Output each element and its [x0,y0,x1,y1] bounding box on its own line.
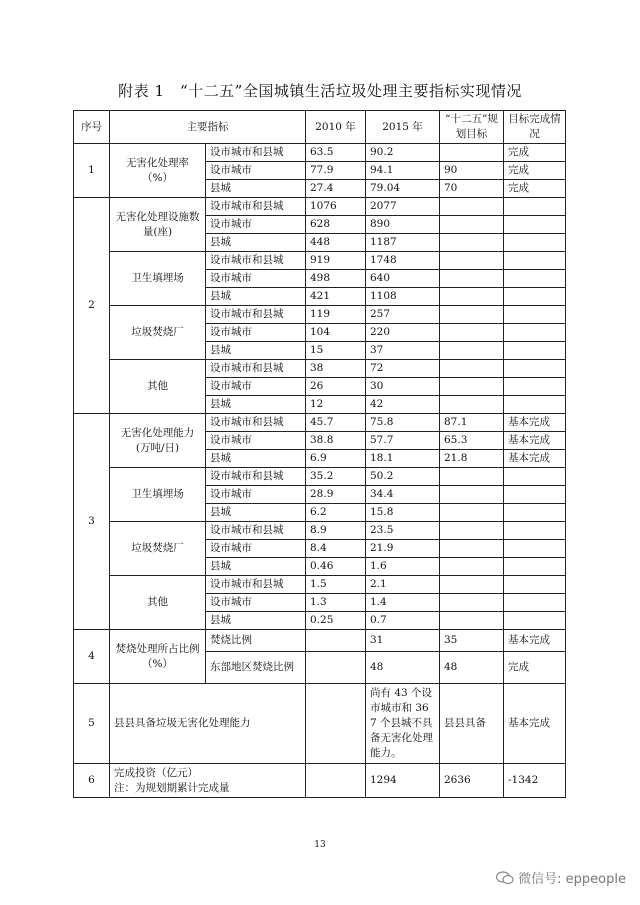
indicator-label: 其他 [110,360,206,414]
watermark-text: 微信号: eppeople [518,872,626,887]
value-2015: 1108 [366,288,440,306]
table-row [74,252,566,270]
value-2015: 21.9 [366,540,440,558]
header-row [74,111,566,144]
header-seq: 序号 [74,111,110,144]
target-value [440,522,504,540]
status-value [504,504,566,522]
status-value [504,252,566,270]
value-2015: 0.7 [366,612,440,630]
value-2010: 0.46 [306,558,366,576]
status-value [504,216,566,234]
indicator-label: 垃圾焚烧厂 [110,306,206,360]
status-value: -1342 [504,764,566,798]
value-2010: 45.7 [306,414,366,432]
target-value [440,504,504,522]
target-value [440,306,504,324]
target-value [440,216,504,234]
target-value: 65.3 [440,432,504,450]
sub-indicator: 设市城市和县城 [206,414,306,432]
table-title: 附表 1 “十二五”全国城镇生活垃圾处理主要指标实现情况 [118,82,522,100]
value-2010: 38 [306,360,366,378]
status-value: 基本完成 [504,432,566,450]
target-value [440,252,504,270]
target-value [440,468,504,486]
value-2015: 50.2 [366,468,440,486]
value-2015: 1294 [366,764,440,798]
sub-indicator: 县城 [206,504,306,522]
table-row [74,414,566,432]
target-value [440,144,504,162]
status-value: 基本完成 [504,684,566,764]
table-row [74,522,566,540]
table-row [74,144,566,162]
sub-indicator: 县城 [206,396,306,414]
target-value: 2636 [440,764,504,798]
sub-indicator: 设市城市 [206,324,306,342]
indicator-table [73,110,566,798]
value-2015: 34.4 [366,486,440,504]
status-value [504,234,566,252]
table-row [74,198,566,216]
sub-indicator: 设市城市 [206,594,306,612]
header-2010: 2010 年 [306,111,366,144]
indicator-label: 其他 [110,576,206,630]
status-value: 基本完成 [504,450,566,468]
value-2015: 79.04 [366,180,440,198]
target-value [440,360,504,378]
value-2010: 628 [306,216,366,234]
value-2015: 23.5 [366,522,440,540]
value-2010: 27.4 [306,180,366,198]
header-status: 目标完成情况 [504,111,566,144]
target-value [440,342,504,360]
sub-indicator: 县城 [206,612,306,630]
status-value: 完成 [504,144,566,162]
value-2015: 15.8 [366,504,440,522]
value-2015: 30 [366,378,440,396]
indicator-label: 无害化处理率（%） [110,144,206,198]
value-2010: 1.3 [306,594,366,612]
target-value [440,396,504,414]
value-2010: 448 [306,234,366,252]
value-2015: 94.1 [366,162,440,180]
status-value: 完成 [504,652,566,684]
status-value [504,324,566,342]
target-value [440,486,504,504]
table-row [74,360,566,378]
value-2010: 77.9 [306,162,366,180]
target-value [440,540,504,558]
value-2010: 104 [306,324,366,342]
indicator-label: 无害化处理设施数量(座) [110,198,206,252]
value-2010: 8.4 [306,540,366,558]
value-2010 [306,652,366,684]
table-row [74,630,566,652]
sub-indicator: 县城 [206,288,306,306]
wechat-watermark [496,868,626,887]
target-value [440,612,504,630]
value-2010: 35.2 [306,468,366,486]
seq-cell: 6 [74,764,110,798]
indicator-label: 卫生填埋场 [110,468,206,522]
status-value: 完成 [504,180,566,198]
target-value [440,270,504,288]
status-value [504,576,566,594]
status-value [504,288,566,306]
value-2010: 0.25 [306,612,366,630]
value-2010: 12 [306,396,366,414]
value-2015: 尚有 43 个设市城市和 367 个县城不具备无害化处理能力。 [366,684,440,764]
target-value: 70 [440,180,504,198]
header-target: “十二五”规划目标 [440,111,504,144]
indicator-label: 焚烧处理所占比例（%） [110,630,206,684]
value-2010: 1.5 [306,576,366,594]
status-value [504,360,566,378]
seq-cell: 1 [74,144,110,198]
seq-cell: 5 [74,684,110,764]
sub-indicator: 设市城市和县城 [206,144,306,162]
indicator-label: 无害化处理能力(万吨/日) [110,414,206,468]
value-2015: 37 [366,342,440,360]
seq-cell: 4 [74,630,110,684]
status-value [504,522,566,540]
page-number: 13 [314,840,326,850]
target-value [440,198,504,216]
sub-indicator: 设市城市和县城 [206,522,306,540]
status-value: 基本完成 [504,414,566,432]
value-2010 [306,684,366,764]
target-value [440,288,504,306]
status-value [504,540,566,558]
sub-indicator: 县城 [206,450,306,468]
target-value: 21.8 [440,450,504,468]
status-value [504,306,566,324]
sub-indicator: 设市城市 [206,540,306,558]
value-2015: 90.2 [366,144,440,162]
table-row [74,468,566,486]
value-2015: 1.6 [366,558,440,576]
investment-label: 完成投资（亿元） [114,766,198,779]
value-2015: 72 [366,360,440,378]
target-value: 48 [440,652,504,684]
sub-indicator: 设市城市和县城 [206,360,306,378]
sub-indicator: 设市城市和县城 [206,252,306,270]
status-value [504,486,566,504]
sub-indicator: 县城 [206,558,306,576]
value-2010: 1076 [306,198,366,216]
sub-indicator: 设市城市和县城 [206,468,306,486]
value-2010 [306,764,366,798]
sub-indicator: 设市城市 [206,270,306,288]
table-row [74,764,566,798]
target-value [440,324,504,342]
value-2015: 1748 [366,252,440,270]
value-2010: 38.8 [306,432,366,450]
sub-indicator: 县城 [206,234,306,252]
investment-note: 注：为规划期累计完成量 [114,781,230,794]
indicator-label [110,764,306,798]
value-2015: 57.7 [366,432,440,450]
target-value [440,558,504,576]
value-2010: 6.2 [306,504,366,522]
value-2010: 8.9 [306,522,366,540]
value-2010: 15 [306,342,366,360]
value-2015: 48 [366,652,440,684]
status-value [504,594,566,612]
value-2015: 42 [366,396,440,414]
sub-indicator: 设市城市 [206,378,306,396]
status-value [504,270,566,288]
value-2015: 2077 [366,198,440,216]
status-value [504,198,566,216]
indicator-label: 卫生填埋场 [110,252,206,306]
sub-indicator: 县城 [206,342,306,360]
sub-indicator: 设市城市 [206,432,306,450]
header-2015: 2015 年 [366,111,440,144]
value-2015: 257 [366,306,440,324]
target-value [440,594,504,612]
value-2010: 919 [306,252,366,270]
value-2010 [306,630,366,652]
sub-indicator: 设市城市 [206,486,306,504]
target-value: 87.1 [440,414,504,432]
value-2015: 890 [366,216,440,234]
target-value: 35 [440,630,504,652]
value-2010: 6.9 [306,450,366,468]
seq-cell: 2 [74,198,110,414]
target-value: 90 [440,162,504,180]
value-2015: 75.8 [366,414,440,432]
target-value [440,378,504,396]
sub-indicator: 设市城市和县城 [206,198,306,216]
sub-indicator: 设市城市和县城 [206,306,306,324]
seq-cell: 3 [74,414,110,630]
sub-indicator: 设市城市 [206,216,306,234]
status-value [504,612,566,630]
sub-indicator: 县城 [206,180,306,198]
sub-indicator: 焚烧比例 [206,630,306,652]
status-value [504,342,566,360]
status-value [504,396,566,414]
value-2015: 640 [366,270,440,288]
target-value [440,234,504,252]
status-value: 完成 [504,162,566,180]
wechat-icon [496,871,514,885]
indicator-label: 县县具备垃圾无害化处理能力 [110,684,306,764]
value-2015: 31 [366,630,440,652]
indicator-label: 垃圾焚烧厂 [110,522,206,576]
status-value [504,378,566,396]
value-2015: 18.1 [366,450,440,468]
sub-indicator: 设市城市和县城 [206,576,306,594]
value-2015: 2.1 [366,576,440,594]
value-2010: 28.9 [306,486,366,504]
sub-indicator: 东部地区焚烧比例 [206,652,306,684]
table-row [74,306,566,324]
value-2010: 119 [306,306,366,324]
value-2015: 1187 [366,234,440,252]
status-value: 基本完成 [504,630,566,652]
value-2010: 26 [306,378,366,396]
sub-indicator: 设市城市 [206,162,306,180]
header-indicator: 主要指标 [110,111,306,144]
target-value [440,576,504,594]
value-2010: 421 [306,288,366,306]
status-value [504,558,566,576]
target-value: 县县具备 [440,684,504,764]
table-row [74,576,566,594]
value-2015: 1.4 [366,594,440,612]
status-value [504,468,566,486]
value-2010: 63.5 [306,144,366,162]
table-row [74,684,566,764]
value-2015: 220 [366,324,440,342]
value-2010: 498 [306,270,366,288]
